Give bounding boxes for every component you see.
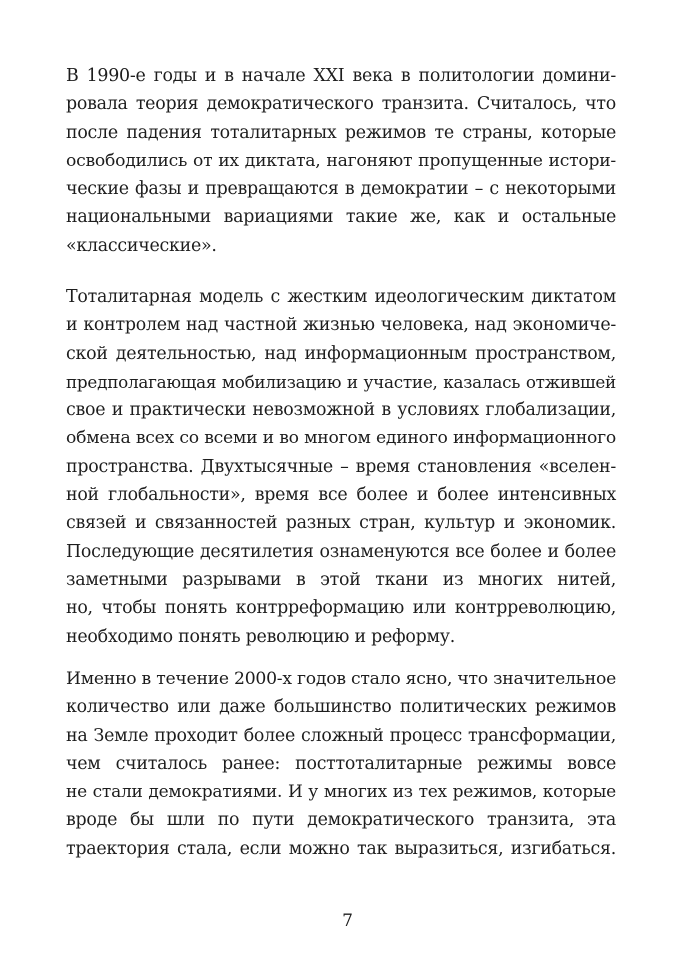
text-line: В 1990-е годы и в начале XXI века в политологии домини- (66, 66, 616, 86)
paragraph-3 (66, 665, 616, 863)
text-line: освободились от их диктата, нагоняют пропущенные истори- (66, 150, 616, 171)
text-line: «классические». (66, 235, 217, 256)
text-line: после падения тоталитарных режимов те страны, которые (66, 122, 616, 143)
paragraph-1 (66, 62, 616, 260)
page-number: 7 (342, 911, 353, 931)
text-line: свое и практически невозможной в условиях глобализации, (66, 400, 616, 421)
text-line: ческие фазы и превращаются в демократии – с некоторыми (66, 179, 616, 200)
text-line: необходимо понять революцию и реформу. (66, 626, 456, 647)
text-line: Последующие десятилетия ознаменуются все более и более (66, 541, 616, 562)
text-line: ровала теория демократического транзита. Считалось, что (66, 94, 616, 115)
text-line: на Земле проходит более сложный процесс трансформации, (66, 725, 616, 746)
text-line: Тоталитарная модель с жестким идеологическим диктатом (66, 287, 616, 307)
text-line: ной глобальности», время все более и более интенсивных (66, 485, 616, 506)
text-line: Именно в течение 2000-х годов стало ясно, что значительное (66, 669, 616, 689)
text-line: траектория стала, если можно так выразиться, изгибаться. (66, 838, 616, 859)
text-line: и контролем над частной жизнью человека, над экономиче- (66, 315, 616, 336)
text-line: национальными вариациями такие же, как и остальные (66, 207, 616, 228)
text-line: не стали демократиями. И у многих из тех режимов, которые (66, 782, 616, 803)
text-line: заметными разрывами в этой ткани из многих нитей, (66, 569, 616, 590)
text-line: ской деятельностью, над информационным пространством, (66, 343, 616, 364)
text-line: обмена всех со всеми и во многом единого информационного (66, 428, 616, 449)
text-line: предполагающая мобилизацию и участие, казалась отжившей (66, 371, 616, 392)
text-line: чем считалось ранее: посттоталитарные режимы вовсе (66, 753, 616, 774)
text-line: пространства. Двухтысячные – время становления «вселен- (66, 456, 616, 477)
paragraph-2 (66, 283, 616, 651)
text-line: количество или даже большинство политических режимов (66, 697, 616, 718)
text-line: связей и связанностей разных стран, культур и экономик. (66, 513, 616, 534)
text-line: вроде бы шли по пути демократического транзита, эта (66, 810, 616, 831)
text-line: но, чтобы понять контрреформацию или контрреволюцию, (66, 598, 616, 619)
